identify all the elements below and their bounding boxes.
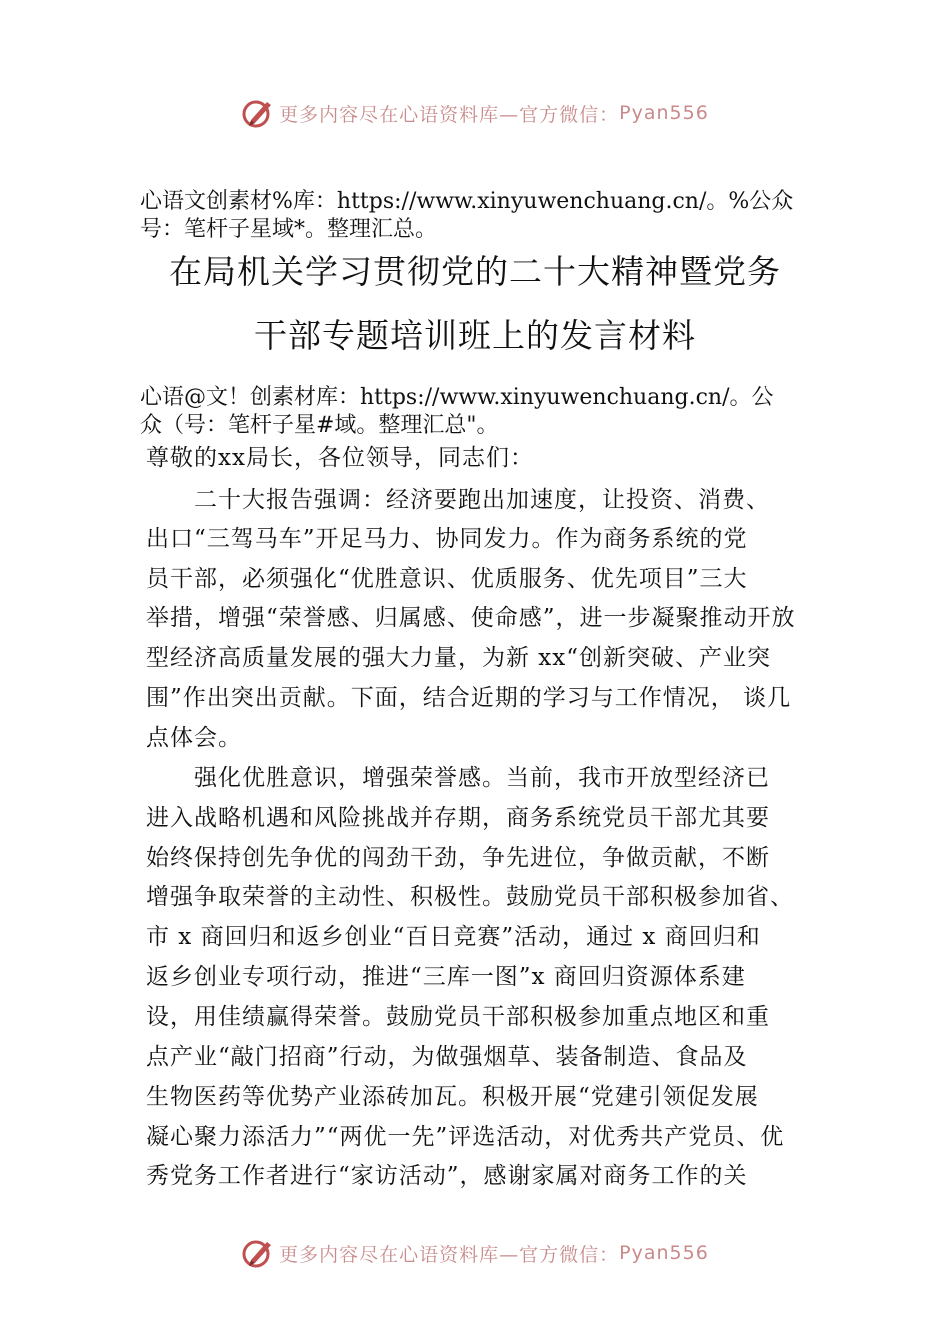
paragraph-line: 返乡创业专项行动，推进“三库一图”x 商回归资源体系建 [146, 964, 746, 990]
paragraph-line: 举措，增强“荣誉感、归属感、使命感”，进一步凝聚推动开放 [146, 605, 796, 631]
paragraph-line: 点体会。 [146, 725, 242, 751]
paragraph-line: 凝心聚力添活力”“两优一先”评选活动，对优秀共产党员、优 [146, 1124, 785, 1150]
paragraph-line: 型经济高质量发展的强大力量，为新 xx“创新突破、产业突 [146, 645, 772, 671]
paragraph-line: 始终保持创先争优的闯劲干劲，争先进位，争做贡献，不断 [146, 845, 770, 871]
watermark-line: 心语文创素材%库：https://www.xinyuwenchuang.cn/。%公众 [140, 189, 794, 214]
paragraph-line: 强化优胜意识，增强荣誉感。当前，我市开放型经济已 [146, 765, 770, 791]
footer-banner [0, 1236, 950, 1270]
paragraph-line: 设，用佳绩赢得荣誉。鼓励党员干部积极参加重点地区和重 [146, 1004, 770, 1030]
paragraph-line: 出口“三驾马车”开足马力、协同发力。作为商务系统的党 [146, 526, 748, 552]
salutation: 尊敬的xx局长，各位领导，同志们： [146, 445, 534, 471]
paragraph-line: 二十大报告强调：经济要跑出加速度，让投资、消费、 [146, 487, 770, 513]
watermark-line: 众（号：笔杆子星#域。整理汇总"。 [140, 413, 499, 438]
pen-logo-icon [241, 1236, 275, 1270]
banner-wechat-id: Pyan556 [619, 1242, 709, 1264]
document-title: 干部专题培训班上的发言材料 [254, 316, 696, 355]
paragraph-line: 秀党务工作者进行“家访活动”，感谢家属对商务工作的关 [146, 1163, 748, 1189]
paragraph-line: 生物医药等优势产业添砖加瓦。积极开展“党建引领促发展 [146, 1084, 759, 1110]
paragraph-line: 增强争取荣誉的主动性、积极性。鼓励党员干部积极参加省、 [146, 884, 794, 910]
paragraph-line: 市 x 商回归和返乡创业“百日竞赛”活动，通过 x 商回归和 [146, 924, 761, 950]
watermark-line: 号：笔杆子星域*。整理汇总。 [140, 217, 438, 242]
banner-text: 更多内容尽在心语资料库—官方微信： [279, 103, 620, 126]
paragraph-line: 点产业“敲门招商”行动，为做强烟草、装备制造、食品及 [146, 1044, 748, 1070]
watermark-line: 心语@文！创素材库：https://www.xinyuwenchuang.cn/。公 [140, 385, 774, 410]
banner-wechat-id: Pyan556 [619, 102, 709, 124]
paragraph-line: 员干部，必须强化“优胜意识、优质服务、优先项目”三大 [146, 566, 748, 592]
paragraph-line: 围”作出突出贡献。下面，结合近期的学习与工作情况， 谈几 [146, 685, 792, 711]
document-title: 在局机关学习贯彻党的二十大精神暨党务 [169, 252, 781, 291]
banner-text: 更多内容尽在心语资料库—官方微信： [279, 1243, 620, 1266]
pen-logo-icon [241, 96, 275, 130]
paragraph-line: 进入战略机遇和风险挑战并存期，商务系统党员干部尤其要 [146, 805, 770, 831]
header-banner [0, 96, 950, 130]
